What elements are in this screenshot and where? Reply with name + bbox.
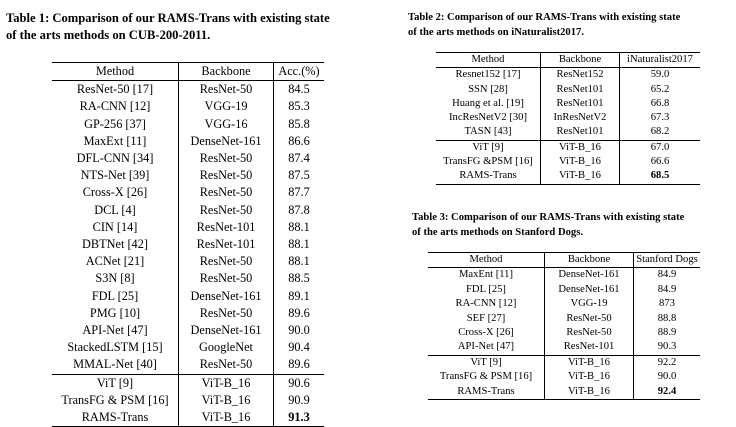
cell-backbone: ResNet101 <box>541 83 620 97</box>
cell-score: 68.2 <box>650 126 670 138</box>
table-row <box>428 297 700 311</box>
table2 <box>436 52 700 185</box>
cell-backbone: ResNet-50 <box>179 305 274 322</box>
cell-score: 84.9 <box>657 283 677 295</box>
cell-backbone: ResNet-50 <box>179 184 274 201</box>
cell-method: API-Net [47] <box>428 340 545 355</box>
table2-caption <box>408 10 680 40</box>
cell-method: Cross-X [26] <box>52 184 179 201</box>
cell-method: S3N [8] <box>52 270 179 287</box>
cell-method: RAMS-Trans <box>52 409 179 427</box>
cell-backbone: ViT-B_16 <box>545 385 634 400</box>
cell-method: SSN [28] <box>436 83 541 97</box>
cell-backbone: ResNet-101 <box>545 340 634 355</box>
cell-backbone: ResNet-50 <box>179 81 274 99</box>
cell-backbone: ResNet101 <box>541 97 620 111</box>
cell-score: 87.4 <box>288 151 310 166</box>
cell-backbone: VGG-19 <box>179 98 274 115</box>
cell-method: TransFG & PSM [16] <box>428 370 545 384</box>
cell-backbone: DenseNet-161 <box>179 322 274 339</box>
cell-backbone: ViT-B_16 <box>179 392 274 409</box>
table1-caption-line1: Table 1: Comparison of our RAMS-Trans with existing state <box>6 11 330 25</box>
table2-header-backbone: Backbone <box>541 53 620 68</box>
table-row <box>436 111 700 125</box>
table-row <box>428 385 700 400</box>
table3-header-stanford-dogs: Stanford Dogs <box>634 253 701 268</box>
table3-header-backbone: Backbone <box>545 253 634 268</box>
cell-method: Cross-X [26] <box>428 326 545 340</box>
cell-backbone: ViT-B_16 <box>545 355 634 370</box>
table3 <box>428 252 700 400</box>
cell-backbone: ResNet101 <box>541 125 620 140</box>
cell-score: 88.8 <box>657 312 677 324</box>
cell-method: ViT [9] <box>436 140 541 155</box>
cell-backbone: VGG-19 <box>545 297 634 311</box>
table2-body <box>436 68 700 184</box>
cell-backbone: ViT-B_16 <box>541 169 620 184</box>
cell-score: 66.8 <box>650 97 670 109</box>
cell-method: TransFG &PSM [16] <box>436 155 541 169</box>
cell-method: DCL [4] <box>52 202 179 219</box>
table1-header-backbone: Backbone <box>179 63 274 81</box>
table-row <box>436 155 700 169</box>
table-row <box>52 167 324 184</box>
table2-caption-line1: Table 2: Comparison of our RAMS-Trans with existing state <box>408 12 681 23</box>
table-row <box>436 140 700 155</box>
table-row <box>52 356 324 374</box>
cell-backbone: DenseNet-161 <box>545 268 634 283</box>
cell-backbone: ViT-B_16 <box>179 409 274 427</box>
cell-method: FDL [25] <box>52 288 179 305</box>
cell-score: 67.3 <box>650 112 670 124</box>
cell-method: RA-CNN [12] <box>428 297 545 311</box>
cell-method: FDL [25] <box>428 283 545 297</box>
cell-score: 65.2 <box>650 83 670 95</box>
cell-method: MaxEnt [11] <box>428 268 545 283</box>
cell-score: 87.7 <box>288 185 310 200</box>
table-row <box>52 322 324 339</box>
table1-header-method: Method <box>52 63 179 81</box>
cell-score: 90.6 <box>274 374 325 392</box>
cell-method: ViT [9] <box>52 374 179 392</box>
table-row <box>436 125 700 140</box>
cell-method: DBTNet [42] <box>52 236 179 253</box>
table-row <box>52 392 324 409</box>
table1-header-accuracy: Acc.(%) <box>274 63 325 81</box>
table-row <box>52 339 324 356</box>
cell-method: MaxExt [11] <box>52 133 179 150</box>
cell-score: 88.9 <box>657 327 677 339</box>
cell-score: 84.9 <box>657 269 677 281</box>
table1-body <box>52 81 324 427</box>
cell-method: RAMS-Trans <box>436 169 541 184</box>
table-row <box>52 305 324 322</box>
cell-method: SEF [27] <box>428 312 545 326</box>
cell-score: 90.0 <box>657 371 677 383</box>
table-row <box>52 219 324 236</box>
cell-backbone: ResNet-50 <box>545 326 634 340</box>
cell-backbone: InResNetV2 <box>541 111 620 125</box>
cell-backbone: ResNet-50 <box>545 312 634 326</box>
cell-backbone: ResNet-50 <box>179 167 274 184</box>
cell-backbone: ResNet-50 <box>179 356 274 374</box>
table3-caption <box>412 210 684 240</box>
cell-method: TransFG & PSM [16] <box>52 392 179 409</box>
cell-score: 91.3 <box>274 409 325 427</box>
table1-caption <box>6 10 330 44</box>
table1-header-row <box>52 63 324 81</box>
cell-method: TASN [43] <box>436 125 541 140</box>
cell-score: 59.0 <box>650 69 670 81</box>
cell-score: 88.1 <box>288 254 310 269</box>
table-row <box>52 253 324 270</box>
table-row <box>428 355 700 370</box>
table-row <box>52 150 324 167</box>
cell-score: 89.6 <box>288 305 310 320</box>
cell-backbone: ResNet-50 <box>179 270 274 287</box>
cell-method: ResNet-50 [17] <box>52 81 179 99</box>
cell-score: 87.8 <box>288 202 310 217</box>
cell-backbone: DenseNet-161 <box>545 283 634 297</box>
cell-score: 87.5 <box>288 168 310 183</box>
table-row <box>52 116 324 133</box>
cell-score: 85.8 <box>288 116 310 131</box>
table3-caption-line1: Table 3: Comparison of our RAMS-Trans with existing state <box>412 212 685 223</box>
cell-score: 90.0 <box>288 323 310 338</box>
table2-header-row <box>436 53 700 68</box>
cell-score: 90.9 <box>288 392 310 407</box>
cell-method: GP-256 [37] <box>52 116 179 133</box>
cell-score: 86.6 <box>288 133 310 148</box>
table-row <box>428 326 700 340</box>
table2-header-method: Method <box>436 53 541 68</box>
table2-caption-line2: of the arts methods on iNaturalist2017. <box>408 27 584 38</box>
cell-score: 873 <box>659 298 675 310</box>
cell-backbone: ViT-B_16 <box>179 374 274 392</box>
table3-caption-line2: of the arts methods on Stanford Dogs. <box>412 227 583 238</box>
table-row <box>52 270 324 287</box>
cell-backbone: ViT-B_16 <box>541 140 620 155</box>
table-row <box>52 202 324 219</box>
cell-score: 89.1 <box>288 288 310 303</box>
cell-backbone: ResNet-50 <box>179 150 274 167</box>
cell-method: DFL-CNN [34] <box>52 150 179 167</box>
cell-backbone: ViT-B_16 <box>545 370 634 384</box>
cell-method: NTS-Net [39] <box>52 167 179 184</box>
table-row <box>436 83 700 97</box>
cell-score: 89.6 <box>288 357 310 372</box>
cell-score: 84.5 <box>288 82 310 97</box>
cell-backbone: ViT-B_16 <box>541 155 620 169</box>
cell-backbone: DenseNet-161 <box>179 133 274 150</box>
table1 <box>52 62 324 427</box>
table-row <box>428 268 700 283</box>
table-row <box>52 133 324 150</box>
table-row <box>52 184 324 201</box>
cell-backbone: GoogleNet <box>179 339 274 356</box>
table3-header-row <box>428 253 700 268</box>
table3-body <box>428 268 700 400</box>
table-row <box>436 169 700 184</box>
cell-method: Huang et al. [19] <box>436 97 541 111</box>
table-row <box>428 312 700 326</box>
table-row <box>436 97 700 111</box>
cell-method: RAMS-Trans <box>428 385 545 400</box>
cell-score: 68.5 <box>620 169 701 184</box>
cell-method: PMG [10] <box>52 305 179 322</box>
cell-score: 66.6 <box>650 156 670 168</box>
table3-header-method: Method <box>428 253 545 268</box>
table-row <box>428 370 700 384</box>
table-row <box>52 236 324 253</box>
table-row <box>52 374 324 392</box>
cell-backbone: ResNet-101 <box>179 236 274 253</box>
cell-backbone: ResNet-101 <box>179 219 274 236</box>
table-row <box>52 288 324 305</box>
cell-backbone: ResNet-50 <box>179 202 274 219</box>
cell-method: IncResNetV2 [30] <box>436 111 541 125</box>
cell-score: 90.3 <box>657 341 677 353</box>
cell-method: Resnet152 [17] <box>436 68 541 83</box>
cell-score: 88.5 <box>288 271 310 286</box>
table-row <box>436 68 700 83</box>
table1-caption-line2: of the arts methods on CUB-200-2011. <box>6 28 211 42</box>
cell-backbone: VGG-16 <box>179 116 274 133</box>
cell-score: 92.2 <box>634 355 701 370</box>
table-row <box>428 340 700 355</box>
cell-method: CIN [14] <box>52 219 179 236</box>
cell-method: ACNet [21] <box>52 253 179 270</box>
cell-score: 85.3 <box>288 99 310 114</box>
cell-score: 90.4 <box>288 340 310 355</box>
table-row <box>52 81 324 99</box>
table-row <box>52 98 324 115</box>
cell-method: RA-CNN [12] <box>52 98 179 115</box>
cell-backbone: DenseNet-161 <box>179 288 274 305</box>
cell-score: 67.0 <box>620 140 701 155</box>
cell-method: StackedLSTM [15] <box>52 339 179 356</box>
table2-header-inaturalist: iNaturalist2017 <box>620 53 701 68</box>
cell-method: ViT [9] <box>428 355 545 370</box>
cell-backbone: ResNet-50 <box>179 253 274 270</box>
cell-method: MMAL-Net [40] <box>52 356 179 374</box>
cell-score: 88.1 <box>288 237 310 252</box>
cell-score: 88.1 <box>288 219 310 234</box>
cell-score: 92.4 <box>634 385 701 400</box>
table-row <box>428 283 700 297</box>
cell-method: API-Net [47] <box>52 322 179 339</box>
cell-backbone: ResNet152 <box>541 68 620 83</box>
